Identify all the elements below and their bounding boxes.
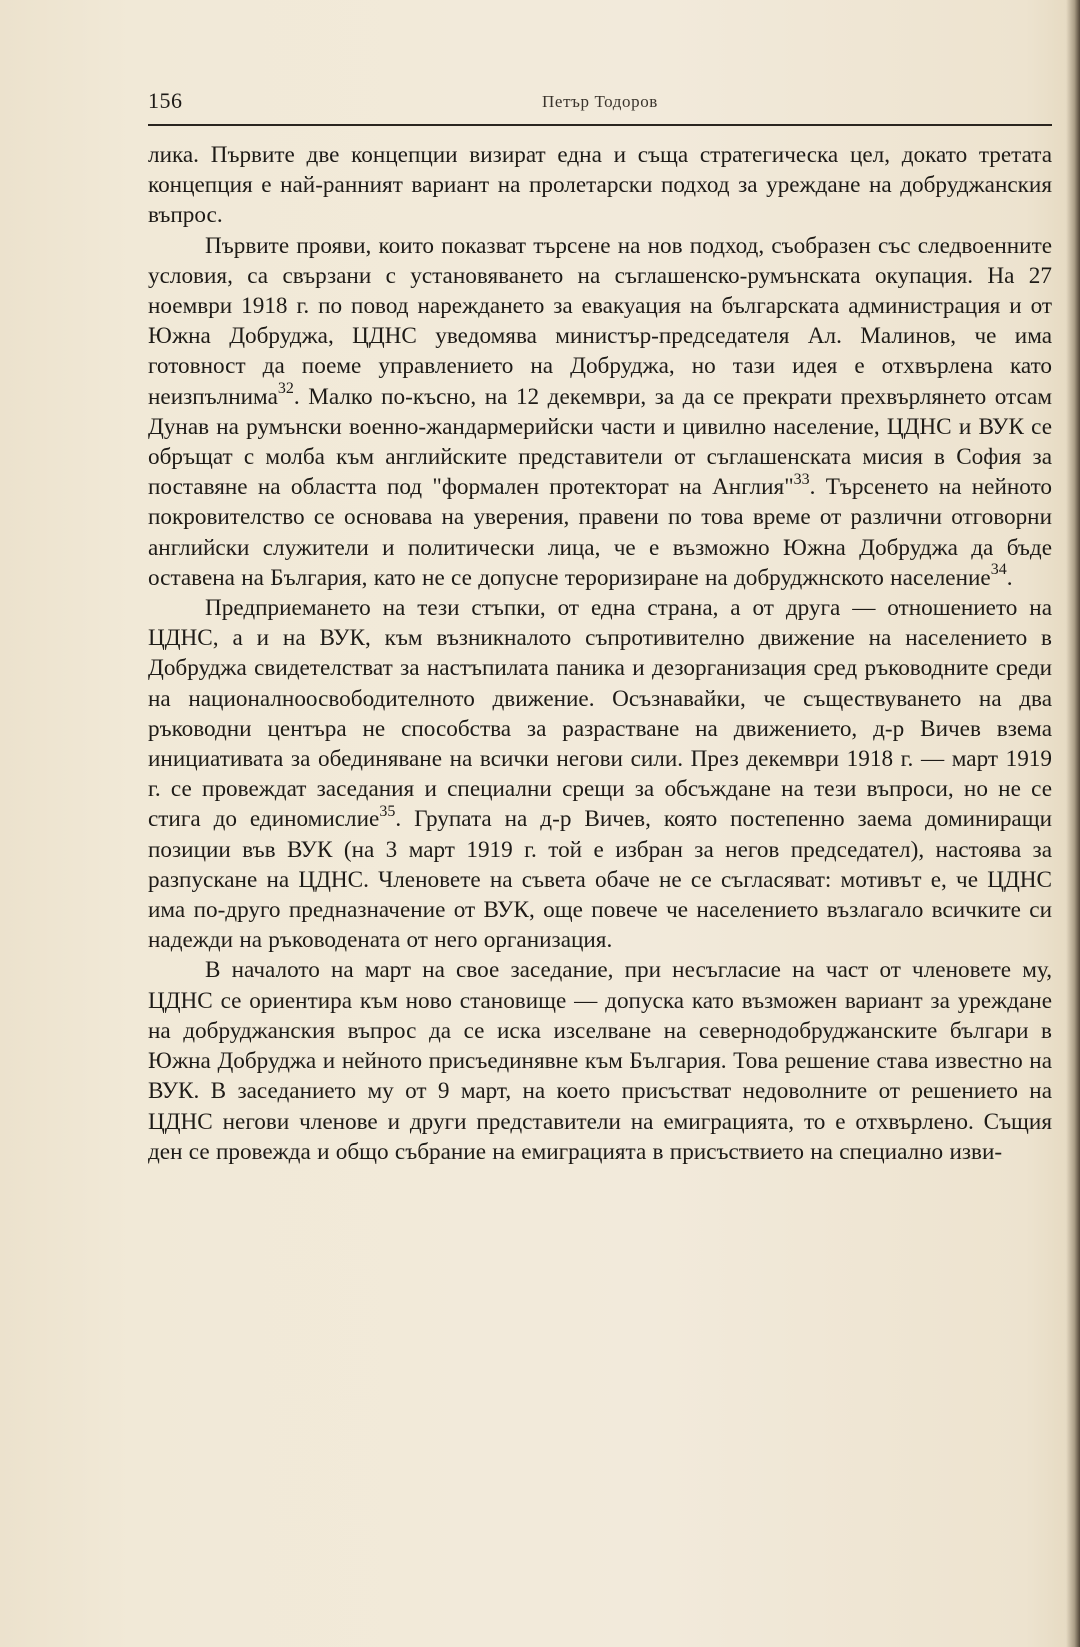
paragraph-text: . Търсенето на нейното покровителство се основава на уверения, правени по това време от различни отговорни английски служители и политически лица, че е възможно Южна Добруджа да бъде оставена на България, като не се допусне тероризиране на добруджнското население <box>148 474 1052 591</box>
paragraph-text: . Групата на д-р Вичев, която постепенно заема доминиращи позиции във ВУК (на 3 март 1919 г. той е избран за негов председател), настоява за разпускане на ЦДНС. Членовете на съвета обаче не се съгласяват: мотивът е, че ЦДНС има по-друго предназначение от ВУК, още повече че населението възлагало всичките си надежди на ръководената от него организация. <box>148 806 1052 954</box>
footnote-marker: 33 <box>793 470 810 488</box>
footnote-marker: 34 <box>990 561 1007 579</box>
paragraph <box>148 231 1052 593</box>
page-header <box>148 88 1052 122</box>
paragraph-text: . <box>1006 564 1013 591</box>
paragraph-text: В началото на март на свое заседание, при несъгласие на част от членовете му, ЦДНС се ориентира към ново становище — допуска като възможен вариант за уреждане на добруджанския въпрос да се иска изселване на севернодобруджанските българи в Южна Добруджа и нейното присъединявне към България. Това решение става известно на ВУК. В заседанието му от 9 март, на което присъстват недоволните от решението на ЦДНС негови членове и други представители на емиграцията, то е отхвърлено. Същия ден се провежда и общо събрание на емиграцията в присъствието на специално изви- <box>148 957 1052 1165</box>
running-head-author: Петър Тодоров <box>542 92 658 111</box>
paragraph <box>148 593 1052 955</box>
paragraph-text: Първите прояви, които показват търсене на нов подход, съобразен със следвоенните условия, са свързани с установяването на съглашенско-румънската окупация. На 27 ноември 1918 г. по повод нареждането за евакуация на българската администрация и от Южна Добруджа, ЦДНС уведомява министър-председателя Ал. Малинов, че има готовност да поеме управлението на Добруджа, но тази идея е отхвърлена като неизпълнима <box>148 232 1052 410</box>
page-number: 156 <box>148 88 183 113</box>
footnote-marker: 32 <box>277 379 294 397</box>
paragraph <box>148 140 1052 231</box>
page-edge-shadow <box>1066 0 1080 1647</box>
paragraph-text: Предприемането на тези стъпки, от една страна, а от друга — отношението на ЦДНС, а и на ВУК, към възникналото съпротивително движение на населението в Добруджа свидетелстват за настъпилата паника и дезорганизация сред ръководните среди на националноосвободителното движение. Осъзнавайки, че съществуването на два ръководни центъра не способства за разрастване на движението, д-р Вичев взема инициативата за обединяване на всички негови сили. През декември 1918 г. — март 1919 г. се провеждат заседания и специални срещи за обсъждане на тези въпроси, но не се стига до единомислие <box>148 595 1052 833</box>
paragraph-text: . Малко по-късно, на 12 декември, за да се прекрати прехвърлянето отсам Дунав на румънски военно-жандармерийски части и цивилно население, ЦДНС и ВУК се обръщат с молба към английските представители от съглашенската мисия в София за поставяне на областта под "формален протекторат на Англия" <box>148 383 1052 501</box>
header-rule <box>148 124 1052 126</box>
paragraph <box>148 955 1052 1166</box>
body-text <box>148 140 1052 1167</box>
footnote-marker: 35 <box>379 802 396 820</box>
paragraph-text: лика. Първите две концепции визират една и съща стратегическа цел, докато третата концепция е най-ранният вариант на пролетарски подход за уреждане на добруджанския въпрос. <box>148 142 1052 229</box>
